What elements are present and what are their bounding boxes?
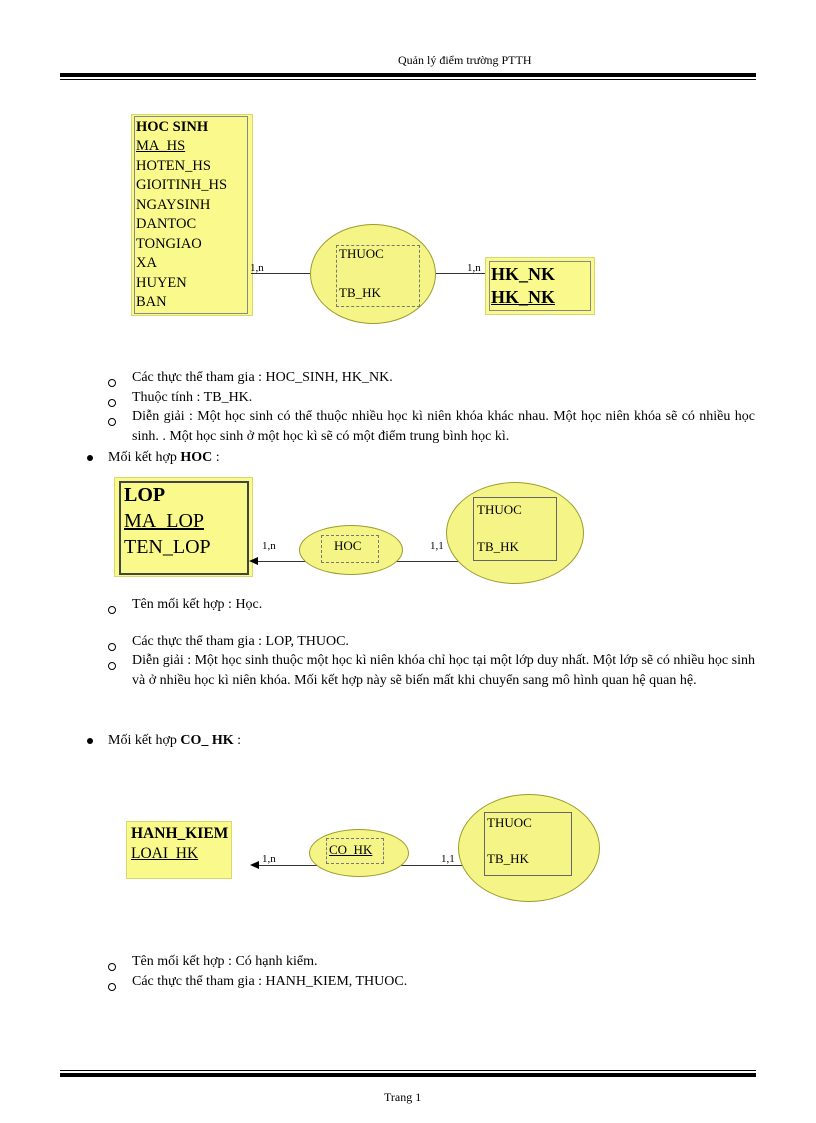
cardinality-left: 1,n [262,853,276,865]
footer-rule-thin [60,1070,756,1071]
entity-thuoc-attr: TB_HK [477,539,519,554]
entity-hk-nk-title: HK_NK [491,264,556,284]
sub-bullet-icon [108,374,116,392]
cardinality-right: 1,1 [430,540,444,552]
sub-bullet-icon [108,978,116,996]
cardinality-left: 1,n [250,262,264,274]
cardinality-right: 1,n [467,262,481,274]
heading-suffix: : [212,450,220,465]
bullet-entities: Các thực thể tham gia : HOC_SINH, HK_NK. [132,370,393,385]
entity-hoc-sinh-attr: TONGIAO [136,236,202,252]
sub-bullet-icon [108,958,116,976]
cardinality-left: 1,n [262,540,276,552]
heading-bold: CO_ HK [180,733,234,748]
entity-hk-nk-key: HK_NK [491,287,556,307]
entity-hoc-sinh-attr: XA [136,255,157,271]
sub-bullet-icon [108,394,116,412]
sub-bullet-icon [108,413,116,431]
bullet-description: Diễn giải : Một học sinh thuộc một học kì niên khóa chỉ học tại một lớp duy nhất. Một lớp sẽ có nhiều học sinh và ở nhiều học kì niên khóa. Mối kết hợp này sẽ biến mất khi chuyển sang mô hình quan hệ quan hệ. [132,653,755,688]
footer-rule-thick [60,1073,756,1077]
entity-thuoc-name: THUOC [487,815,532,830]
entity-hanh-kiem-title: HANH_KIEM [131,825,229,842]
entity-hoc-sinh-key: MA_HS [136,138,186,154]
section-heading-co-hk [108,731,241,751]
entity-lop-key: MA_LOP [124,510,205,532]
entity-hoc-sinh-attr: HOTEN_HS [136,158,211,174]
arrow-head-icon [250,861,259,869]
bullet-description: Diễn giải : Một học sinh có thể thuộc nhiều học kì niên khóa khác nhau. Một học niên khóa sẽ có nhiều học sinh. . Một học sinh ở một học kì sẽ có một điểm trung bình học kì. [132,409,755,444]
section-heading-hoc [108,448,220,468]
arrow-head-icon [249,557,258,565]
bullet-entities: Các thực thể tham gia : LOP, THUOC. [132,634,349,649]
entity-hoc-sinh-attr: HUYEN [136,275,187,291]
entity-hoc-sinh-attr: DANTOC [136,216,197,232]
heading-prefix: Mối kết hợp [108,450,181,465]
page-header-title: Quản lý điểm trường PTTH [398,53,532,67]
entity-hoc-sinh-attr: NGAYSINH [136,197,211,213]
heading-prefix: Mối kết hợp [108,733,181,748]
cardinality-right: 1,1 [441,853,455,865]
bullet-relation-name: Tên mối kết hợp : Học. [132,597,263,612]
relation-thuoc-name: THUOC [339,246,384,261]
entity-hoc-sinh-title: HOC SINH [136,119,209,135]
entity-hoc-sinh-attr: BAN [136,294,167,310]
bullet-dot-icon [87,455,93,461]
bullet-attribute: Thuộc tính : TB_HK. [132,390,253,405]
entity-lop-attr: TEN_LOP [124,536,211,558]
heading-bold: HOC [180,450,213,465]
bullet-entities: Các thực thể tham gia : HANH_KIEM, THUOC. [132,974,408,989]
header-rule-thin [60,79,756,80]
sub-bullet-icon [108,601,116,619]
sub-bullet-icon [108,638,116,656]
relation-hoc-name: HOC [334,538,362,553]
entity-thuoc-name: THUOC [477,502,522,517]
entity-hoc-sinh-attr: GIOITINH_HS [136,177,228,193]
header-rule-thick [60,73,756,77]
relation-cohk-name: CO_HK [329,842,373,857]
heading-suffix: : [233,733,242,748]
bullet-relation-name: Tên mối kết hợp : Có hạnh kiểm. [132,954,318,969]
page-number: Trang 1 [384,1090,422,1104]
entity-thuoc-attr: TB_HK [487,851,529,866]
sub-bullet-icon [108,657,116,675]
relation-thuoc-attr: TB_HK [339,285,381,300]
entity-lop-title: LOP [124,484,166,506]
bullet-dot-icon [87,738,93,744]
entity-hanh-kiem-key: LOAI_HK [131,845,199,862]
